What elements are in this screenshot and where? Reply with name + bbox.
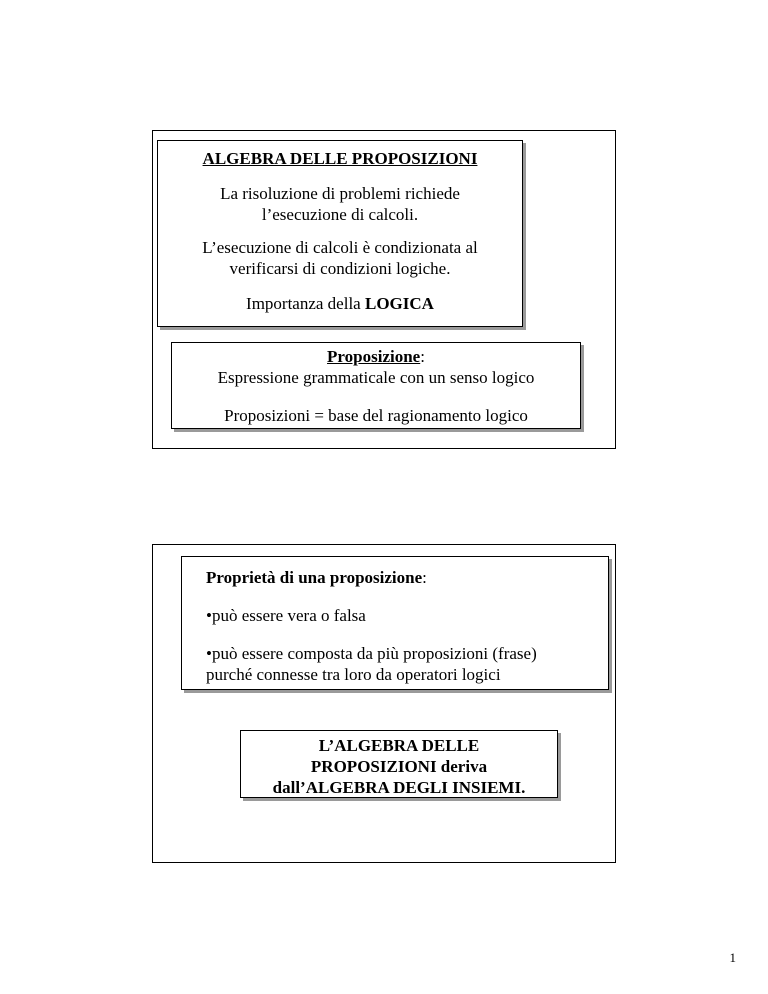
conclusion-line-1: L’ALGEBRA DELLE [318,736,480,755]
definition-title: Proposizione: [327,347,425,366]
slide-1 [152,130,616,449]
definition-text: Espressione grammaticale con un senso logico [217,368,535,387]
slide-1-para-3: Importanza della LOGICA [246,294,434,313]
slide-2-conclusion-box [240,730,558,798]
slide-1-title: ALGEBRA DELLE PROPOSIZIONI [202,149,478,168]
slide-1-main-box [157,140,523,327]
slide-1-definition-box [171,342,581,429]
properties-item-1: •può essere vera o falsa [206,606,366,625]
properties-title: Proprietà di una proposizione: [206,568,427,587]
slide-1-para-2: L’esecuzione di calcoli è condizionata al verificarsi di condizioni logiche. [202,238,478,278]
conclusion-line-3: dall’ALGEBRA DEGLI INSIEMI. [272,778,526,797]
definition-note: Proposizioni = base del ragionamento logico [224,406,528,425]
slide-2 [152,544,616,863]
conclusion-line-2: PROPOSIZIONI deriva [310,757,488,776]
properties-item-2: •può essere composta da più proposizioni (frase) purché connesse tra loro da operatori logici [206,644,537,684]
slide-2-properties-box [181,556,609,690]
page-number: 1 [729,950,736,965]
slide-1-para-1: La risoluzione di problemi richiede l’esecuzione di calcoli. [220,184,460,224]
